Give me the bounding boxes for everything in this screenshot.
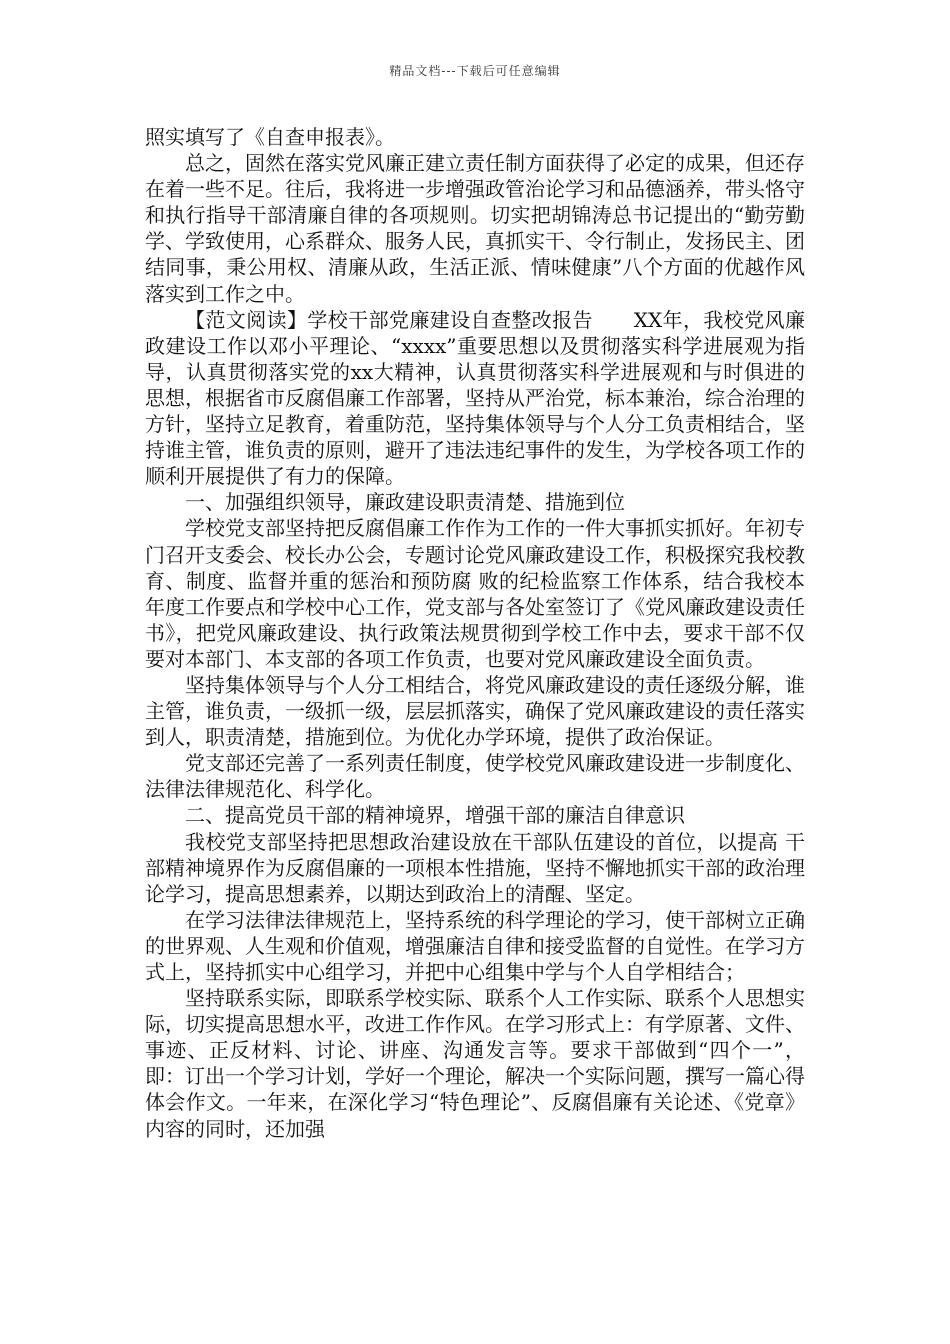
paragraph: 坚持联系实际，即联系学校实际、联系个人工作实际、联系个人思想实际，切实提高思想水平，改进工作作风。在学习形式上：有学原著、文件、事迹、正反材料、讨论、讲座、沟通发言等。要求干部做到“四个一”，即：订出一个学习计划，学好一个理论，解决一个实际问题，撰写一篇心得体会作文。一年来，在深化学习“特色理论”、反腐倡廉有关论述、《党章》内容的同时，还加强	[145, 986, 805, 1141]
paragraph: 【范文阅读】学校干部党廉建设自查整改报告 XX年，我校党风廉政建设工作以邓小平理论、“xxxx”重要思想以及贯彻落实科学进展观为指导，认真贯彻落实党的xx大精神，认真贯彻落实科学进展观和与时俱进的思想，根据省市反腐倡廉工作部署，坚持从严治党，标本兼治，综合治理的方针，坚持立足教育，着重防范，坚持集体领导与个人分工负责相结合，坚持谁主管，谁负责的原则，避开了违法违纪事件的发生，为学校各项工作的顺利开展提供了有力的保障。	[145, 307, 805, 489]
paragraph: 我校党支部坚持把思想政治建设放在干部队伍建设的首位，以提高 干部精神境界作为反腐倡廉的一项根本性措施，坚持不懈地抓实干部的政治理论学习，提高思想素养，以期达到政治上的清醒、坚定。	[145, 829, 805, 906]
paragraph: 学校党支部坚持把反腐倡廉工作作为工作的一件大事抓实抓好。年初专门召开支委会、校长办公会，专题讨论党风廉政建设工作，积极探究我校教育、制度、监督并重的惩治和预防腐 败的纪检监察工作体系，结合我校本年度工作要点和学校中心工作，党支部与各处室签订了《党风廉政建设责任书》，把党风廉政建设、执行政策法规贯彻到学校工作中去，要求干部不仅要对本部门、本支部的各项工作负责，也要对党风廉政建设全面负责。	[145, 516, 805, 671]
paragraph: 在学习法律法律规范上，坚持系统的科学理论的学习，使干部树立正确的世界观、人生观和价值观，增强廉洁自律和接受监督的自觉性。在学习方式上，坚持抓实中心组学习，并把中心组集中学与个人自学相结合；	[145, 907, 805, 984]
paragraph: 党支部还完善了一系列责任制度，使学校党风廉政建设进一步制度化、法律法律规范化、科学化。	[145, 751, 805, 802]
section-heading: 一、加强组织领导，廉政建设职责清楚、措施到位	[185, 490, 625, 515]
paragraph: 总之，固然在落实党风廉正建立责任制方面获得了必定的成果，但还存在着一些不足。往后，我将进一步增强政管治论学习和品德涵养，带头恪守和执行指导干部清廉自律的各项规则。切实把胡锦涛总书记提出的“勤劳勤学、学致使用，心系群众、服务人民，真抓实干、令行制止，发扬民主、团结同事，秉公用权、清廉从政，生活正派、情味健康”八个方面的优越作风落实到工作之中。	[145, 151, 805, 306]
document-body	[145, 124, 805, 1142]
paragraph: 照实填写了《自查申报表》。	[145, 125, 395, 149]
section-heading: 二、提高党员干部的精神境界，增强干部的廉洁自律意识	[185, 803, 685, 828]
paragraph: 坚持集体领导与个人分工相结合，将党风廉政建设的责任逐级分解，谁主管，谁负责，一级抓一级，层层抓落实，确保了党风廉政建设的责任落实到人，职责清楚，措施到位。为优化办学环境，提供了政治保证。	[145, 672, 805, 750]
page-header: 精品文档---下载后可任意编辑	[389, 64, 561, 78]
